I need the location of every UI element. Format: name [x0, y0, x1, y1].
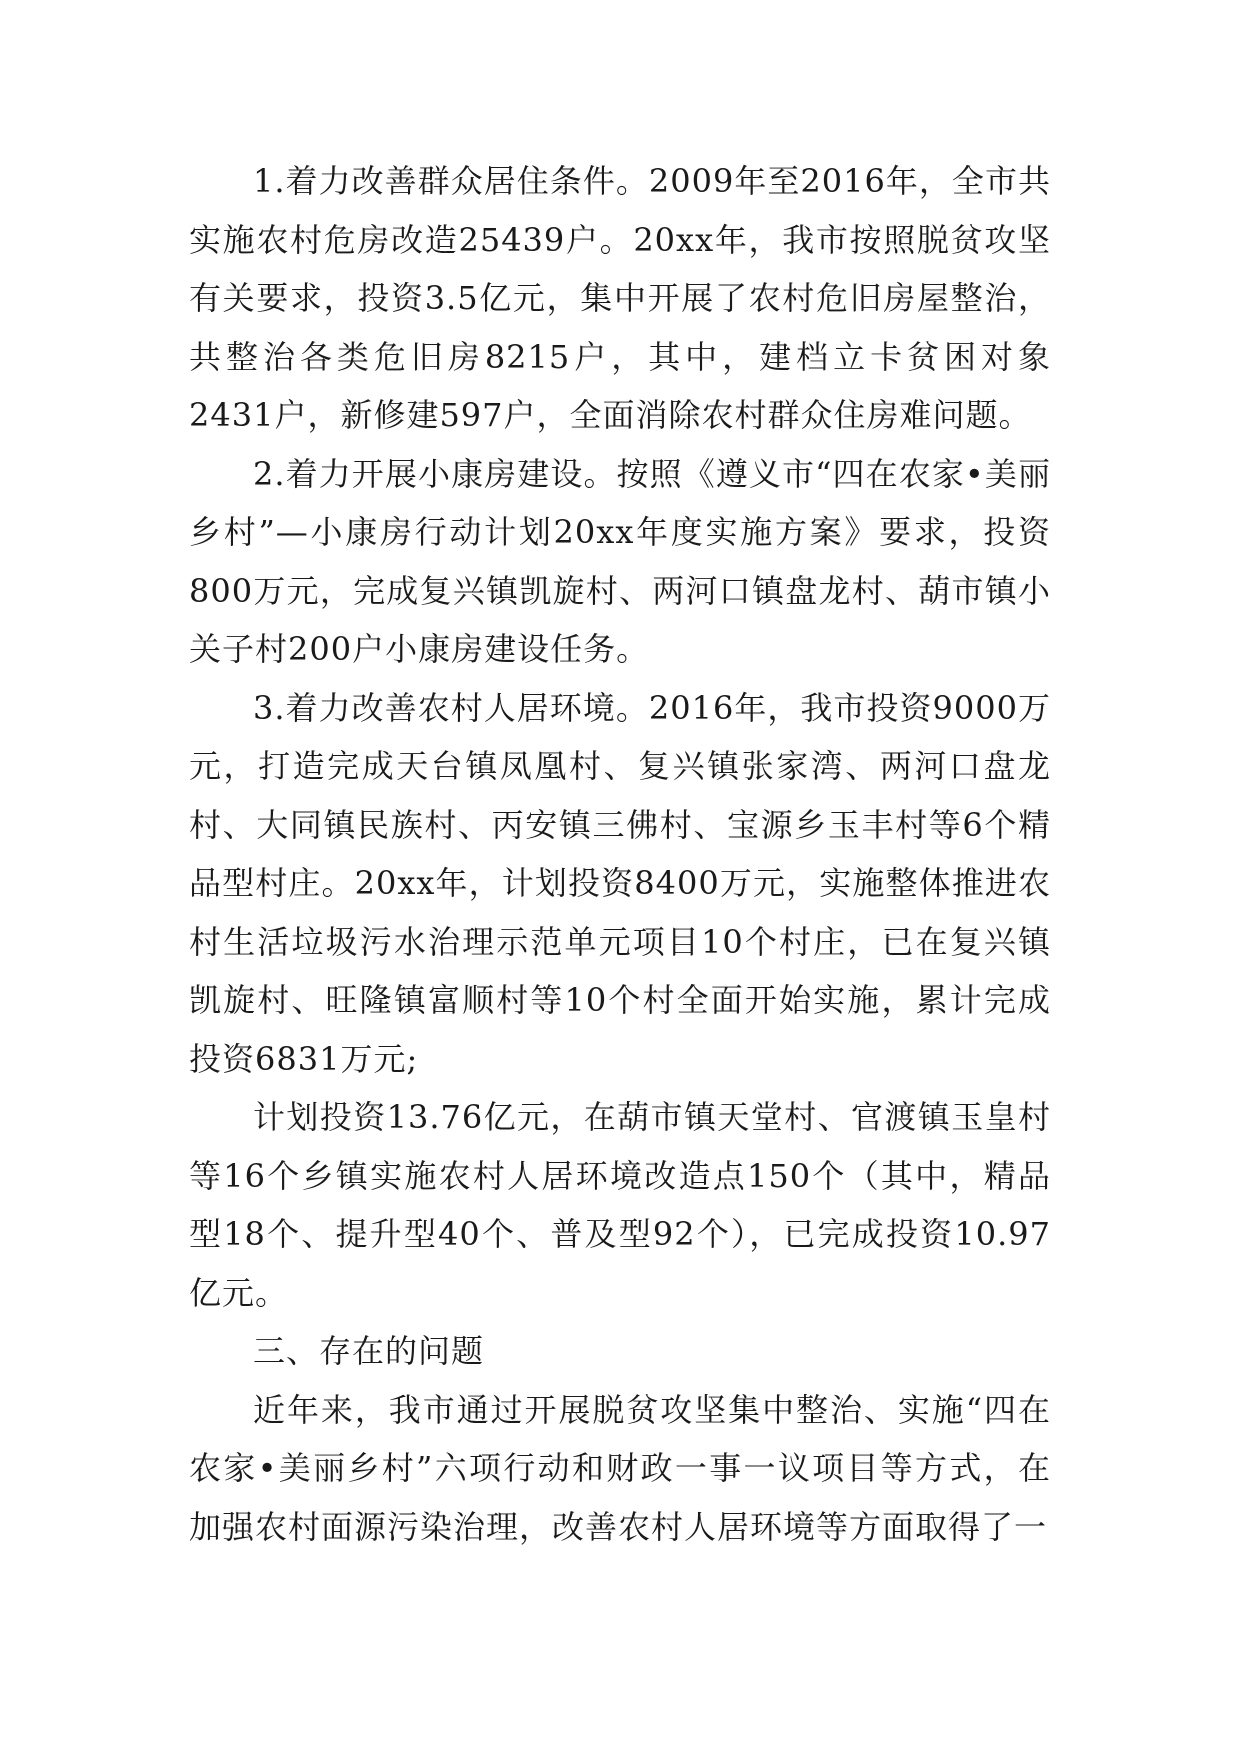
paragraph-problems-intro: 近年来，我市通过开展脱贫攻坚集中整治、实施“四在农家•美丽乡村”六项行动和财政一事一议项目等方式，在加强农村面源污染治理，改善农村人居环境等方面取得了一: [189, 1390, 1051, 1546]
paragraph-investment-plan: 计划投资13.76亿元，在葫市镇天堂村、官渡镇玉皇村等16个乡镇实施农村人居环境改造点150个（其中，精品型18个、提升型40个、普及型92个），已完成投资10.97亿元。: [189, 1098, 1051, 1312]
document-body: [189, 152, 1051, 1556]
paragraph-xiaokang-housing: 2.着力开展小康房建设。按照《遵义市“四在农家•美丽乡村”—小康房行动计划20xx年度实施方案》要求，投资800万元，完成复兴镇凯旋村、两河口镇盘龙村、葫市镇小关子村200户小康房建设任务。: [189, 454, 1051, 668]
section-heading-problems: 三、存在的问题: [253, 1332, 485, 1370]
paragraph-living-environment: 3.着力改善农村人居环境。2016年，我市投资9000万元，打造完成天台镇凤凰村、复兴镇张家湾、两河口盘龙村、大同镇民族村、丙安镇三佛村、宝源乡玉丰村等6个精品型村庄。20xx年，计划投资8400万元，实施整体推进农村生活垃圾污水治理示范单元项目10个村庄，已在复兴镇凯旋村、旺隆镇富顺村等10个村全面开始实施，累计完成投资6831万元;: [189, 688, 1051, 1078]
paragraph-housing-conditions: 1.着力改善群众居住条件。2009年至2016年，全市共实施农村危房改造25439户。20xx年，我市按照脱贫攻坚有关要求，投资3.5亿元，集中开展了农村危旧房屋整治，共整治各类危旧房8215户，其中，建档立卡贫困对象2431户，新修建597户，全面消除农村群众住房难问题。: [189, 162, 1051, 434]
